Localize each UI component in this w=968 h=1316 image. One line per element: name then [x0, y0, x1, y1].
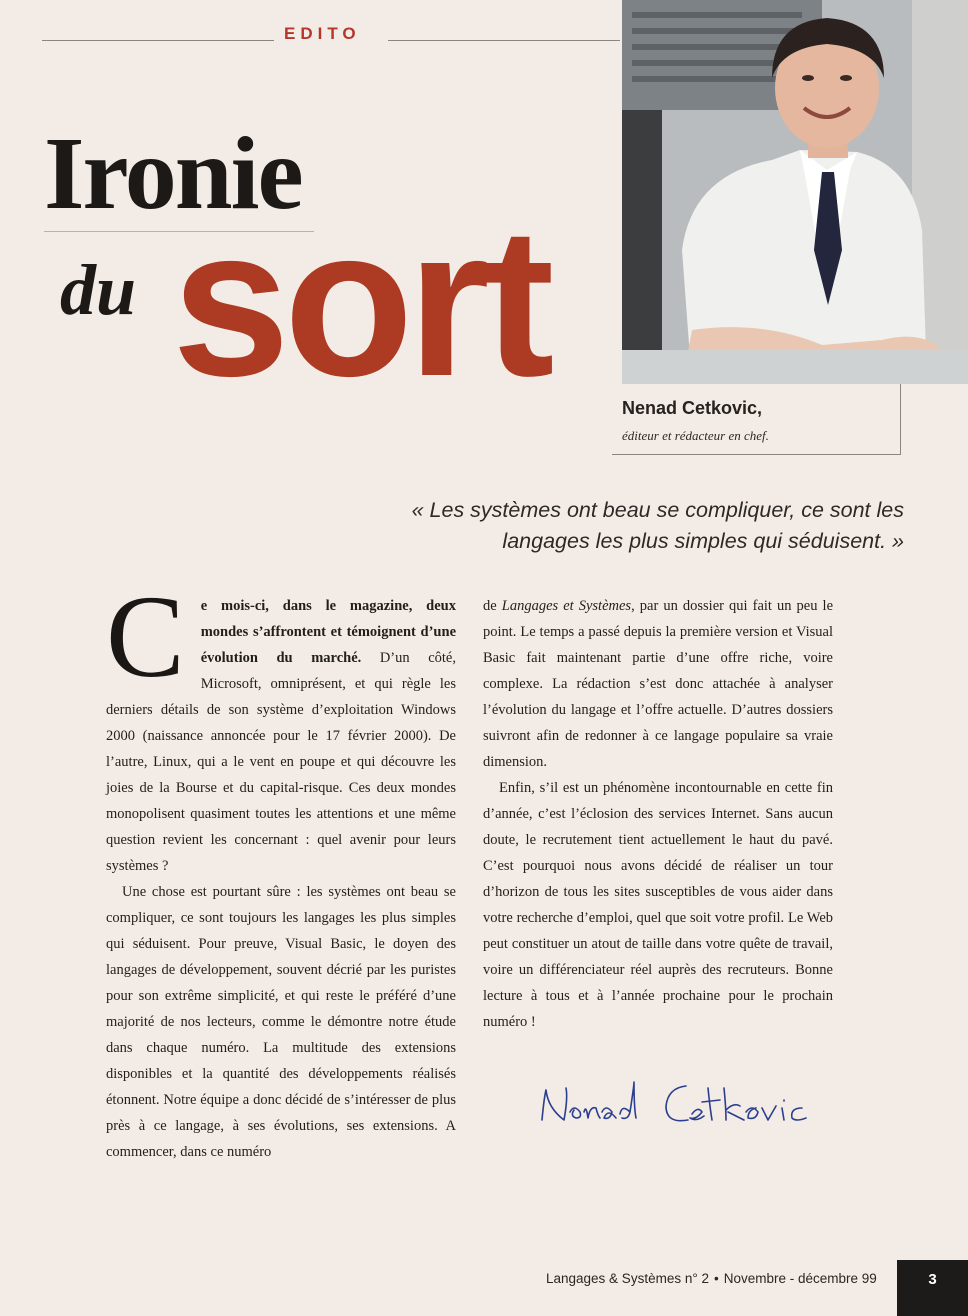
author-photo: [622, 0, 968, 384]
page-title-sort: sort: [172, 183, 549, 420]
article-paragraph-2-continued: [483, 593, 833, 775]
footer-issue-date: Novembre - décembre 99: [723, 1271, 877, 1286]
pull-quote: « Les systèmes ont beau se compliquer, ce sont les langages les plus simples qui séduisent. »: [411, 498, 904, 553]
section-rule-right: [388, 40, 620, 41]
article-paragraph-2: Une chose est pourtant sûre : les systèmes ont beau se compliquer, ce sont toujours les langages les plus simples qui séduisent. Pour preuve, Visual Basic, le doyen des langages de développement, souvent décrié par les puristes pour son extrême simplicité, et qui reste le préféré d’une majorité de nos lecteurs, comme le démontre notre étude dans chaque numéro. La multitude des extensions disponibles et la quantité des développements réalisés étonnent. Notre équipe a donc décidé de s’intéresser de plus près à ce langage, à ses évolutions, ses extensions. A commencer, dans ce numéro: [106, 884, 456, 1160]
author-role: éditeur et rédacteur en chef.: [622, 428, 769, 443]
author-name: Nenad Cetkovic,: [622, 398, 763, 418]
section-rule-left: [42, 40, 274, 41]
section-label: EDITO: [284, 24, 361, 43]
article-paragraph-1-text: D’un côté, Microsoft, omniprésent, et qui règle les derniers détails de son système d’exploitation Windows 2000 (naissance annoncée pour le 17 février 2000). De l’autre, Linux, qui a le vent en poupe et qui découvre les joies de la Bourse et du capital-risque. Ces deux mondes monopolisent quasiment toutes les attentions et une même question revient les concernant : quel avenir pour leurs systèmes ?: [106, 650, 456, 874]
article-paragraph-3: Enfin, s’il est un phénomène incontournable en cette fin d’année, c’est l’éclosion des services Internet. Sans aucun doute, le recrutement tient actuellement le haut du pavé. C’est pourquoi nous avons décidé de réaliser un tour d’horizon de tous les sites susceptibles de vous aider dans votre recherche d’emploi, quel que soit votre profil. Le Web peut constituer un atout de taille dans votre quête de travail, voire un différenciateur réel auprès des recruteurs. Bonne lecture à tous et à l’année prochaine pour le prochain numéro !: [483, 780, 833, 1030]
article-paragraph-1: [106, 571, 456, 879]
drop-cap: C: [106, 571, 185, 702]
page-title-line1: Ironie: [44, 116, 302, 231]
page-title-du: du: [60, 250, 137, 330]
author-signature: [536, 1068, 816, 1143]
article-column-left: [106, 571, 456, 1165]
article-column-right: [483, 593, 833, 1035]
page-number: 3: [897, 1260, 968, 1316]
footer-publication-info: [546, 1271, 877, 1286]
footer-separator: •: [714, 1271, 719, 1286]
article-continuation-pre: de: [483, 598, 502, 614]
article-continuation-post: , par un dossier qui fait un peu le point. Le temps a passé depuis la première version et Visual Basic fait maintenant partie d’une offre riche, voire complexe. La rédaction s’est donc attachée à analyser l’évolution du langage et l’offre actuelle. D’autres dossiers suivront afin de redonner à ce langage populaire sa vraie dimension.: [483, 598, 834, 770]
caption-box: [612, 384, 901, 455]
magazine-name-italic: Langages et Systèmes: [501, 598, 632, 614]
article-lead: e mois-ci, dans le magazine, deux mondes s’affrontent et témoignent d’une évolution du marché.: [200, 598, 456, 666]
footer-publication: Langages & Systèmes n° 2: [546, 1271, 709, 1286]
